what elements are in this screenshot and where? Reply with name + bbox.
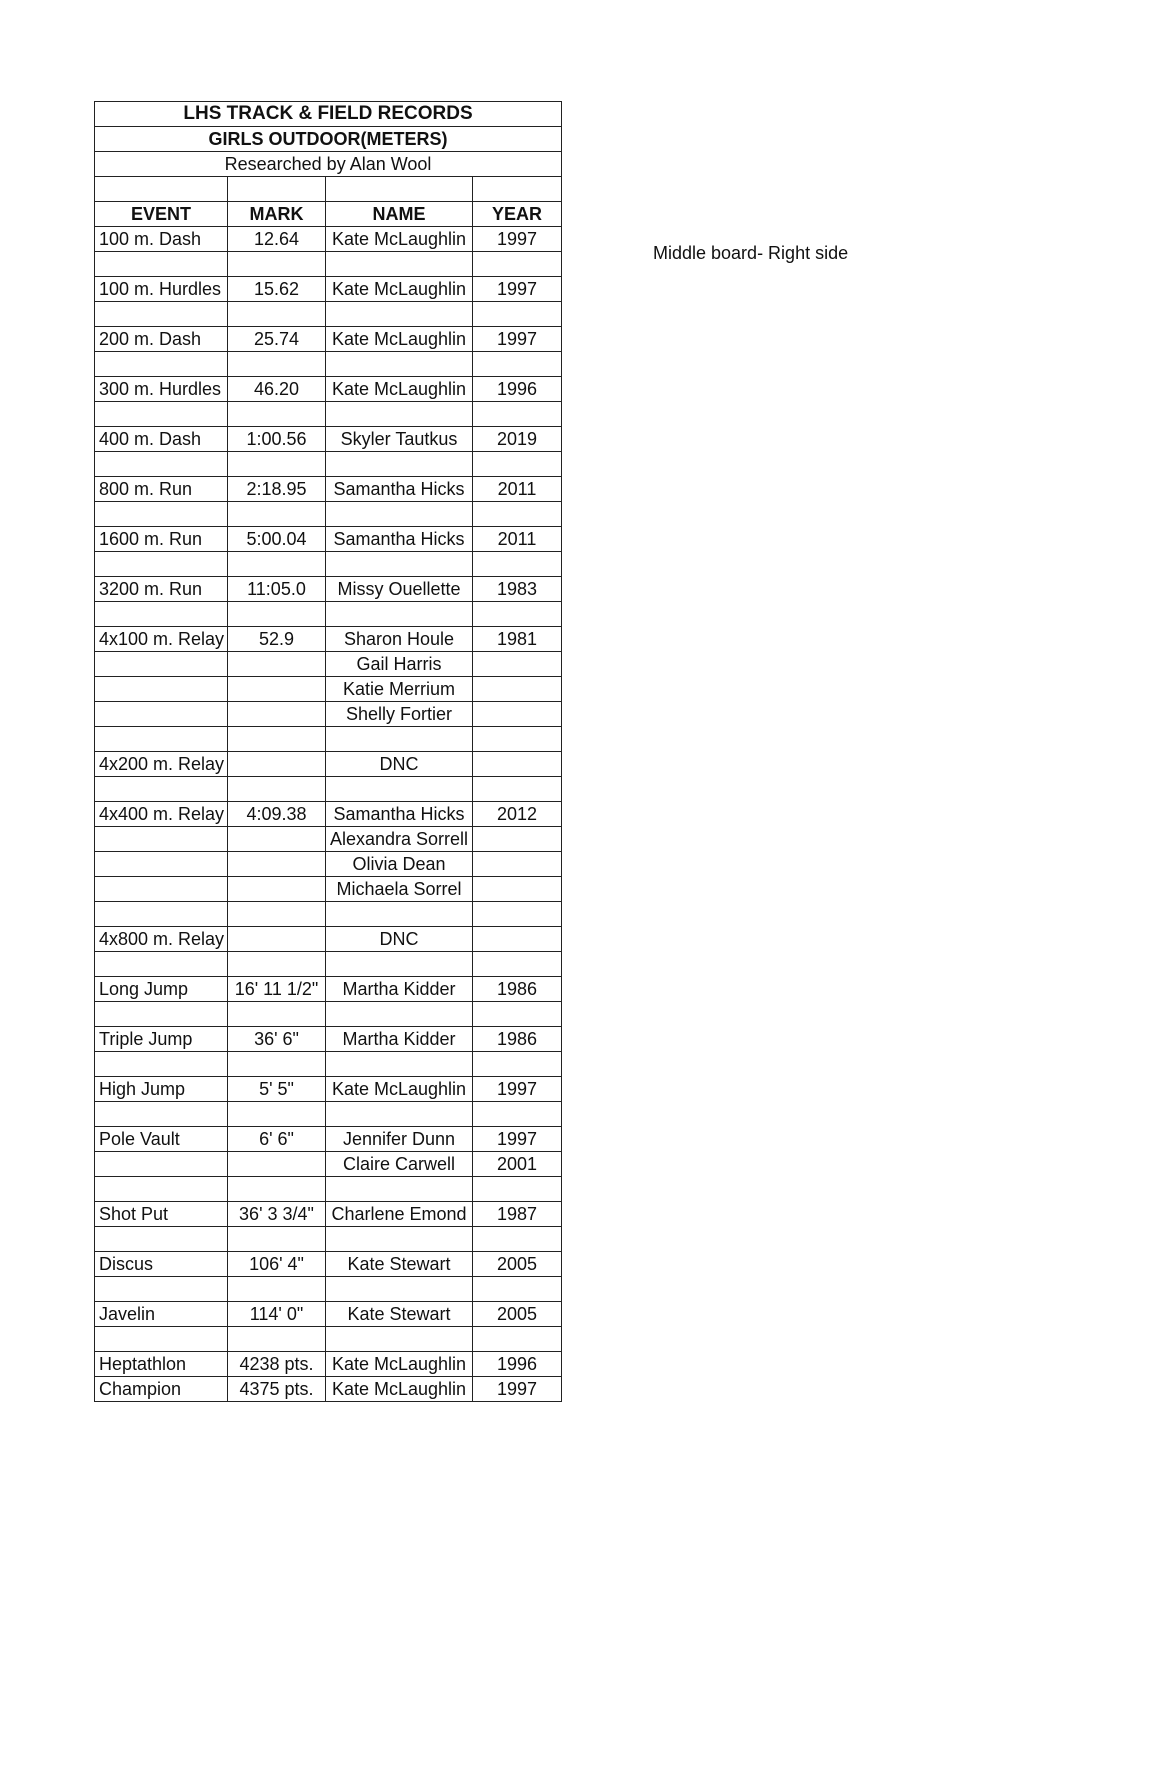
cell-name: Gail Harris xyxy=(326,652,473,677)
cell-year xyxy=(473,727,562,752)
cell-event: 300 m. Hurdles xyxy=(95,377,228,402)
cell-mark xyxy=(228,352,326,377)
cell-name: Alexandra Sorrell xyxy=(326,827,473,852)
table-row xyxy=(95,627,562,652)
cell-year: 1996 xyxy=(473,1352,562,1377)
cell-mark xyxy=(228,252,326,277)
cell-event: 200 m. Dash xyxy=(95,327,228,352)
cell-mark: 12.64 xyxy=(228,227,326,252)
cell-event xyxy=(95,702,228,727)
table-row xyxy=(95,252,562,277)
table-row xyxy=(95,402,562,427)
cell-name xyxy=(326,1277,473,1302)
cell-mark xyxy=(228,677,326,702)
cell-year xyxy=(473,1277,562,1302)
cell-event xyxy=(95,1277,228,1302)
cell-year: 1997 xyxy=(473,1077,562,1102)
cell-year: 1997 xyxy=(473,1127,562,1152)
spacer-row xyxy=(95,177,562,202)
records-sheet xyxy=(94,101,561,1402)
cell-year xyxy=(473,752,562,777)
cell-mark xyxy=(228,452,326,477)
cell-mark xyxy=(228,1277,326,1302)
cell-mark xyxy=(228,777,326,802)
cell-mark xyxy=(228,1177,326,1202)
sheet-title: LHS TRACK & FIELD RECORDS xyxy=(95,102,562,127)
cell-event xyxy=(95,1327,228,1352)
cell-name: Sharon Houle xyxy=(326,627,473,652)
cell-event: 400 m. Dash xyxy=(95,427,228,452)
cell-year xyxy=(473,852,562,877)
cell-event: 100 m. Hurdles xyxy=(95,277,228,302)
cell-year xyxy=(473,602,562,627)
cell-event: High Jump xyxy=(95,1077,228,1102)
table-row xyxy=(95,802,562,827)
table-row xyxy=(95,1177,562,1202)
cell-name xyxy=(326,552,473,577)
cell-event: Discus xyxy=(95,1252,228,1277)
table-row xyxy=(95,552,562,577)
table-row xyxy=(95,1002,562,1027)
cell-year xyxy=(473,402,562,427)
cell-mark xyxy=(228,827,326,852)
table-row xyxy=(95,1252,562,1277)
table-row xyxy=(95,1152,562,1177)
cell-year: 2005 xyxy=(473,1302,562,1327)
cell-mark: 5:00.04 xyxy=(228,527,326,552)
cell-year: 2005 xyxy=(473,1252,562,1277)
cell-year: 1997 xyxy=(473,327,562,352)
cell-mark xyxy=(228,1227,326,1252)
cell-year xyxy=(473,502,562,527)
cell-year: 1986 xyxy=(473,1027,562,1052)
table-row xyxy=(95,1027,562,1052)
table-row xyxy=(95,327,562,352)
cell-name: Missy Ouellette xyxy=(326,577,473,602)
cell-mark: 15.62 xyxy=(228,277,326,302)
cell-name: Skyler Tautkus xyxy=(326,427,473,452)
cell-name: Kate McLaughlin xyxy=(326,277,473,302)
cell-name xyxy=(326,302,473,327)
cell-name: Samantha Hicks xyxy=(326,477,473,502)
cell-name: Kate McLaughlin xyxy=(326,377,473,402)
cell-event xyxy=(95,502,228,527)
cell-name: Claire Carwell xyxy=(326,1152,473,1177)
table-row xyxy=(95,777,562,802)
table-row xyxy=(95,927,562,952)
table-row xyxy=(95,502,562,527)
cell-year xyxy=(473,652,562,677)
cell-mark: 36' 3 3/4" xyxy=(228,1202,326,1227)
cell-year xyxy=(473,302,562,327)
cell-event: Shot Put xyxy=(95,1202,228,1227)
cell-event xyxy=(95,1152,228,1177)
cell-year: 1986 xyxy=(473,977,562,1002)
cell-year xyxy=(473,1177,562,1202)
cell-mark xyxy=(228,877,326,902)
cell-mark: 11:05.0 xyxy=(228,577,326,602)
cell-year xyxy=(473,352,562,377)
table-row xyxy=(95,1327,562,1352)
cell-year: 2011 xyxy=(473,527,562,552)
cell-mark xyxy=(228,1052,326,1077)
table-row xyxy=(95,352,562,377)
table-row xyxy=(95,1227,562,1252)
table-row xyxy=(95,427,562,452)
table-row xyxy=(95,377,562,402)
cell-name xyxy=(326,352,473,377)
cell-name xyxy=(326,1327,473,1352)
cell-mark xyxy=(228,752,326,777)
cell-event xyxy=(95,777,228,802)
cell-event xyxy=(95,1002,228,1027)
cell-name: Katie Merrium xyxy=(326,677,473,702)
cell-event xyxy=(95,652,228,677)
cell-event: 3200 m. Run xyxy=(95,577,228,602)
cell-name: Martha Kidder xyxy=(326,977,473,1002)
header-mark: MARK xyxy=(228,202,326,227)
cell-mark: 1:00.56 xyxy=(228,427,326,452)
cell-event xyxy=(95,402,228,427)
table-row xyxy=(95,577,562,602)
cell-event xyxy=(95,1177,228,1202)
cell-name: Jennifer Dunn xyxy=(326,1127,473,1152)
cell-event: 4x400 m. Relay xyxy=(95,802,228,827)
cell-event xyxy=(95,1227,228,1252)
table-row xyxy=(95,1277,562,1302)
cell-event xyxy=(95,302,228,327)
cell-mark xyxy=(228,927,326,952)
cell-year: 1997 xyxy=(473,277,562,302)
cell-event xyxy=(95,452,228,477)
cell-event xyxy=(95,952,228,977)
cell-year: 1996 xyxy=(473,377,562,402)
header-year: YEAR xyxy=(473,202,562,227)
cell-mark xyxy=(228,652,326,677)
cell-event xyxy=(95,1102,228,1127)
cell-mark xyxy=(228,552,326,577)
table-row xyxy=(95,277,562,302)
cell-mark xyxy=(228,602,326,627)
cell-year: 2011 xyxy=(473,477,562,502)
cell-event xyxy=(95,727,228,752)
cell-mark: 25.74 xyxy=(228,327,326,352)
cell-event: Javelin xyxy=(95,1302,228,1327)
cell-mark xyxy=(228,902,326,927)
cell-name: Kate McLaughlin xyxy=(326,327,473,352)
cell-event xyxy=(95,677,228,702)
cell-mark: 2:18.95 xyxy=(228,477,326,502)
cell-year xyxy=(473,902,562,927)
table-row xyxy=(95,1352,562,1377)
cell-name xyxy=(326,1002,473,1027)
table-row xyxy=(95,452,562,477)
cell-year xyxy=(473,1052,562,1077)
cell-name: Kate McLaughlin xyxy=(326,1377,473,1402)
cell-name: Kate McLaughlin xyxy=(326,227,473,252)
table-row xyxy=(95,227,562,252)
cell-mark: 4238 pts. xyxy=(228,1352,326,1377)
cell-event xyxy=(95,602,228,627)
cell-mark: 16' 11 1/2" xyxy=(228,977,326,1002)
cell-name: DNC xyxy=(326,927,473,952)
cell-mark: 46.20 xyxy=(228,377,326,402)
cell-event xyxy=(95,827,228,852)
cell-year xyxy=(473,1327,562,1352)
cell-event: 800 m. Run xyxy=(95,477,228,502)
cell-name xyxy=(326,452,473,477)
cell-mark: 4:09.38 xyxy=(228,802,326,827)
cell-event: 4x800 m. Relay xyxy=(95,927,228,952)
cell-year xyxy=(473,952,562,977)
cell-event xyxy=(95,252,228,277)
cell-year xyxy=(473,877,562,902)
cell-year xyxy=(473,252,562,277)
cell-mark xyxy=(228,1102,326,1127)
table-row xyxy=(95,952,562,977)
cell-name xyxy=(326,1052,473,1077)
cell-mark xyxy=(228,402,326,427)
cell-mark: 6' 6" xyxy=(228,1127,326,1152)
cell-name: Charlene Emond xyxy=(326,1202,473,1227)
cell-year: 2012 xyxy=(473,802,562,827)
cell-event: 4x100 m. Relay xyxy=(95,627,228,652)
table-row xyxy=(95,677,562,702)
cell-year xyxy=(473,1227,562,1252)
cell-year xyxy=(473,927,562,952)
cell-name: Shelly Fortier xyxy=(326,702,473,727)
table-row xyxy=(95,1052,562,1077)
header-event: EVENT xyxy=(95,202,228,227)
table-row xyxy=(95,827,562,852)
cell-mark xyxy=(228,727,326,752)
cell-name: Kate Stewart xyxy=(326,1252,473,1277)
sheet-credit: Researched by Alan Wool xyxy=(95,152,562,177)
cell-event xyxy=(95,852,228,877)
cell-name xyxy=(326,402,473,427)
cell-name: Kate Stewart xyxy=(326,1302,473,1327)
cell-event xyxy=(95,1052,228,1077)
table-row xyxy=(95,852,562,877)
cell-name: DNC xyxy=(326,752,473,777)
cell-name xyxy=(326,777,473,802)
table-row xyxy=(95,877,562,902)
cell-name xyxy=(326,1177,473,1202)
cell-name: Samantha Hicks xyxy=(326,527,473,552)
table-row xyxy=(95,477,562,502)
cell-year: 1987 xyxy=(473,1202,562,1227)
cell-event: 1600 m. Run xyxy=(95,527,228,552)
cell-name xyxy=(326,1102,473,1127)
side-note: Middle board- Right side xyxy=(653,243,849,263)
cell-year xyxy=(473,452,562,477)
cell-year: 1981 xyxy=(473,627,562,652)
cell-name: Kate McLaughlin xyxy=(326,1077,473,1102)
cell-event xyxy=(95,902,228,927)
cell-mark: 36' 6" xyxy=(228,1027,326,1052)
table-row xyxy=(95,702,562,727)
cell-name: Michaela Sorrel xyxy=(326,877,473,902)
cell-event: Champion xyxy=(95,1377,228,1402)
cell-event: Long Jump xyxy=(95,977,228,1002)
sheet-subtitle: GIRLS OUTDOOR(METERS) xyxy=(95,127,562,152)
cell-event xyxy=(95,877,228,902)
cell-name xyxy=(326,952,473,977)
cell-name xyxy=(326,1227,473,1252)
cell-event: Heptathlon xyxy=(95,1352,228,1377)
cell-mark xyxy=(228,952,326,977)
cell-event xyxy=(95,552,228,577)
cell-event: Triple Jump xyxy=(95,1027,228,1052)
cell-mark xyxy=(228,1327,326,1352)
cell-event: Pole Vault xyxy=(95,1127,228,1152)
table-row xyxy=(95,1102,562,1127)
cell-mark xyxy=(228,1002,326,1027)
records-table xyxy=(94,101,562,1402)
table-row xyxy=(95,1127,562,1152)
table-row xyxy=(95,752,562,777)
cell-name xyxy=(326,602,473,627)
header-row xyxy=(95,202,562,227)
table-row xyxy=(95,1202,562,1227)
cell-mark xyxy=(228,852,326,877)
cell-mark xyxy=(228,302,326,327)
cell-name xyxy=(326,902,473,927)
table-row xyxy=(95,1302,562,1327)
cell-mark: 114' 0" xyxy=(228,1302,326,1327)
table-row xyxy=(95,652,562,677)
cell-year: 1997 xyxy=(473,227,562,252)
cell-year xyxy=(473,827,562,852)
cell-mark: 52.9 xyxy=(228,627,326,652)
cell-year: 2019 xyxy=(473,427,562,452)
cell-name: Olivia Dean xyxy=(326,852,473,877)
cell-mark xyxy=(228,1152,326,1177)
cell-year xyxy=(473,1002,562,1027)
cell-name xyxy=(326,502,473,527)
cell-mark xyxy=(228,502,326,527)
table-row xyxy=(95,1077,562,1102)
table-row xyxy=(95,977,562,1002)
cell-year xyxy=(473,702,562,727)
table-row xyxy=(95,1377,562,1402)
header-name: NAME xyxy=(326,202,473,227)
cell-year: 1997 xyxy=(473,1377,562,1402)
table-row xyxy=(95,602,562,627)
cell-year xyxy=(473,552,562,577)
cell-year xyxy=(473,777,562,802)
cell-year xyxy=(473,1102,562,1127)
cell-name xyxy=(326,727,473,752)
cell-name: Martha Kidder xyxy=(326,1027,473,1052)
cell-year: 2001 xyxy=(473,1152,562,1177)
table-row xyxy=(95,727,562,752)
cell-mark xyxy=(228,702,326,727)
cell-year xyxy=(473,677,562,702)
cell-name: Samantha Hicks xyxy=(326,802,473,827)
cell-event: 100 m. Dash xyxy=(95,227,228,252)
table-row xyxy=(95,527,562,552)
cell-name xyxy=(326,252,473,277)
cell-mark: 4375 pts. xyxy=(228,1377,326,1402)
cell-mark: 106' 4" xyxy=(228,1252,326,1277)
cell-name: Kate McLaughlin xyxy=(326,1352,473,1377)
table-row xyxy=(95,902,562,927)
cell-event: 4x200 m. Relay xyxy=(95,752,228,777)
table-row xyxy=(95,302,562,327)
cell-mark: 5' 5" xyxy=(228,1077,326,1102)
cell-event xyxy=(95,352,228,377)
cell-year: 1983 xyxy=(473,577,562,602)
